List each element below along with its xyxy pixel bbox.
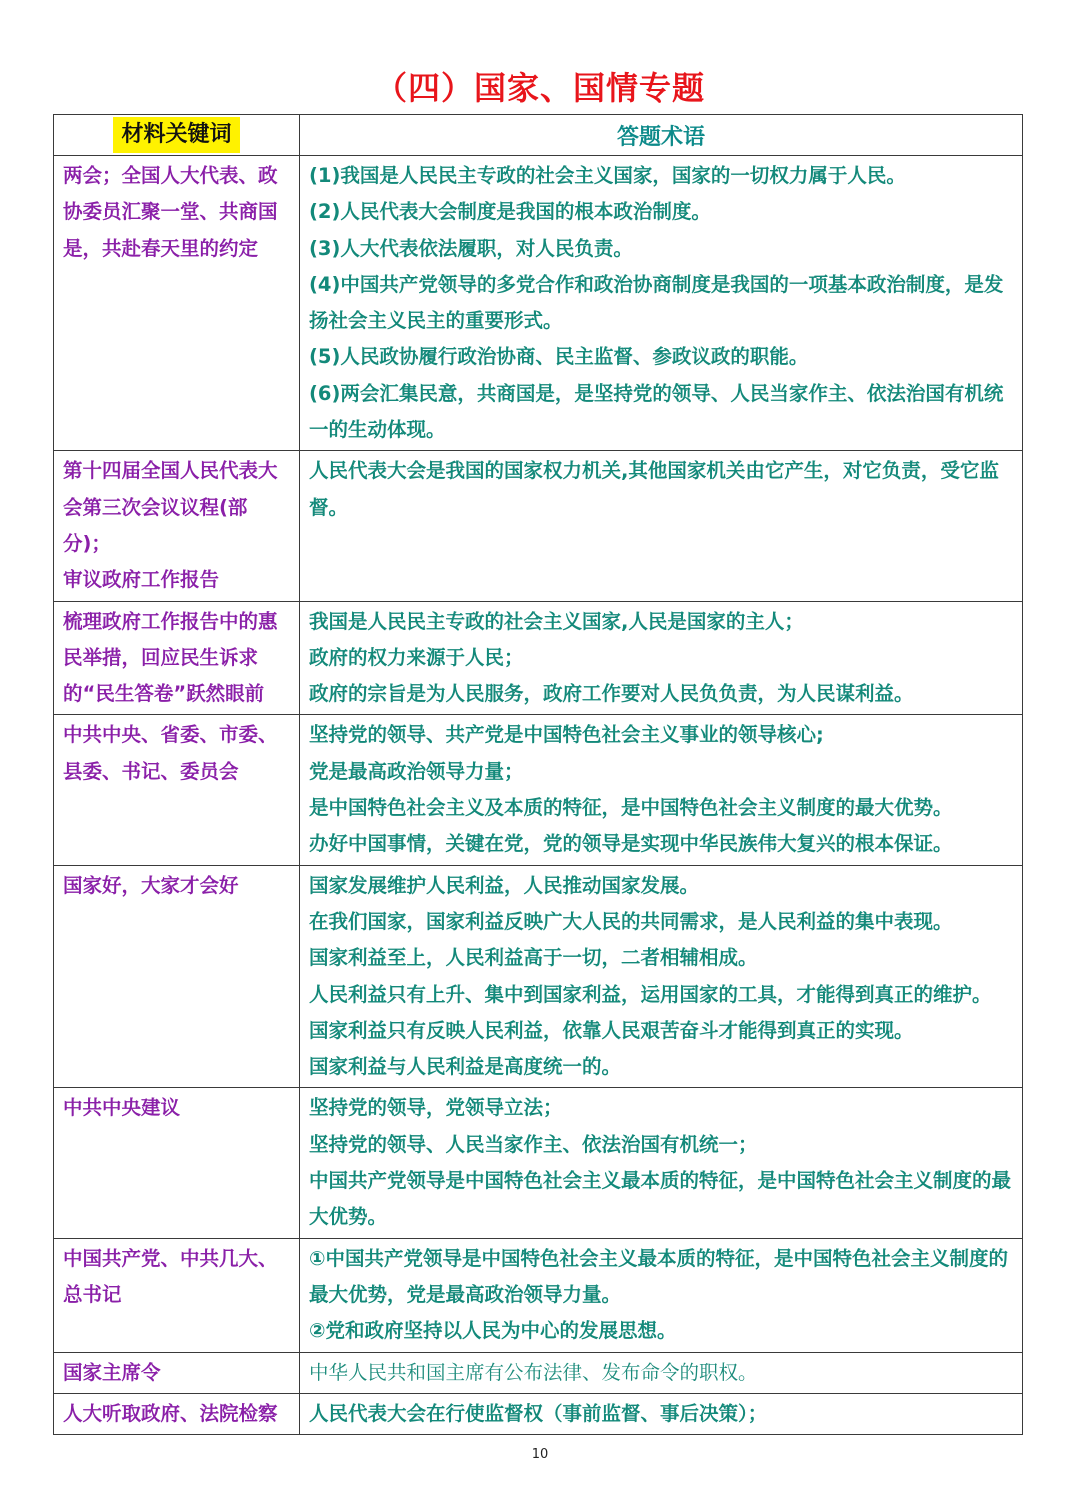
answer-line: (4)中国共产党领导的多党合作和政治协商制度是我国的一项基本政治制度，是发扬社会主义民主的重要形式。 xyxy=(309,272,1004,333)
answer-cell xyxy=(300,451,1023,601)
answer-line: 在我们国家，国家利益反映广大人民的共同需求，是人民利益的集中表现。 xyxy=(309,909,953,933)
keyword-text: 梳理政府工作报告中的惠民举措，回应民生诉求的“民生答卷”跃然眼前 xyxy=(63,609,278,706)
answer-line: 是中国特色社会主义及本质的特征，是中国特色社会主义制度的最大优势。 xyxy=(309,796,953,820)
answer-line: 中国共产党领导是中国特色社会主义最本质的特征，是中国特色社会主义制度的最大优势。 xyxy=(309,1169,1012,1229)
table-row xyxy=(54,1238,1023,1352)
answer-line: 政府的宗旨是为人民服务，政府工作要对人民负负责，为人民谋利益。 xyxy=(309,682,914,706)
answer-line: (1)我国是人民民主专政的社会主义国家，国家的一切权力属于人民。 xyxy=(309,164,906,187)
answer-line: ①中国共产党领导是中国特色社会主义最本质的特征，是中国特色社会主义制度的最大优势，党是最高政治领导力量。 xyxy=(309,1246,1009,1306)
topic-table xyxy=(53,114,1023,1435)
answer-line: 人民代表大会是我国的国家权力机关,其他国家机关由它产生，对它负责，受它监督。 xyxy=(309,459,999,519)
keyword-cell xyxy=(54,865,300,1088)
keyword-text: 中国共产党、中共几大、总书记 xyxy=(63,1246,278,1306)
answer-line: 中华人民共和国主席有公布法律、发布命令的职权。 xyxy=(309,1360,758,1384)
answer-line: 国家利益只有反映人民利益，依靠人民艰苦奋斗才能得到真正的实现。 xyxy=(309,1018,914,1042)
table-row xyxy=(54,865,1023,1088)
table-body xyxy=(54,156,1023,1435)
answer-line: 办好中国事情，关键在党，党的领导是实现中华民族伟大复兴的根本保证。 xyxy=(309,832,953,856)
table-row xyxy=(54,601,1023,715)
keyword-cell xyxy=(54,715,300,865)
keyword-text: 国家主席令 xyxy=(63,1360,161,1384)
keyword-cell xyxy=(54,601,300,715)
answer-line: (3)人大代表依法履职，对人民负责。 xyxy=(309,236,633,260)
table-row xyxy=(54,1088,1023,1238)
answer-line: 人民代表大会在行使监督权（事前监督、事后决策）； xyxy=(309,1401,768,1425)
keyword-cell xyxy=(54,1088,300,1238)
keyword-text: 国家好，大家才会好 xyxy=(63,873,239,897)
answer-line: 坚持党的领导、人民当家作主、依法治国有机统一； xyxy=(309,1132,758,1156)
keyword-cell xyxy=(54,451,300,601)
keyword-text: 审议政府工作报告 xyxy=(63,568,220,592)
topic-table-container xyxy=(53,114,1022,1435)
answer-line: (5)人民政协履行政治协商、民主监督、参政议政的职能。 xyxy=(309,345,809,369)
answer-line: 党是最高政治领导力量； xyxy=(309,759,524,783)
answer-line: 坚持党的领导、共产党是中国特色社会主义事业的领导核心; xyxy=(309,723,824,747)
table-row xyxy=(54,1393,1023,1434)
keyword-header-label: 材料关键词 xyxy=(113,117,239,153)
table-header-row xyxy=(54,115,1023,156)
keyword-cell xyxy=(54,1352,300,1393)
keyword-text: 人大听取政府、法院检察 xyxy=(63,1401,278,1425)
answer-cell xyxy=(300,1088,1023,1238)
answer-line: (6)两会汇集民意，共商国是，是坚持党的领导、人民当家作主、依法治国有机统一的生动体现。 xyxy=(309,381,1004,442)
answer-cell xyxy=(300,1393,1023,1434)
answer-line: 国家利益与人民利益是高度统一的。 xyxy=(309,1055,622,1079)
keyword-column-header xyxy=(54,115,300,156)
answer-line: (2)人民代表大会制度是我国的根本政治制度。 xyxy=(309,200,711,224)
table-row xyxy=(54,451,1023,601)
keyword-text: 第十四届全国人民代表大会第三次会议议程(部分)； xyxy=(63,459,278,555)
answer-cell xyxy=(300,601,1023,715)
keyword-text: 中共中央建议 xyxy=(63,1096,181,1120)
answer-cell xyxy=(300,1238,1023,1352)
answer-line: 人民利益只有上升、集中到国家利益，运用国家的工具，才能得到真正的维护。 xyxy=(309,982,992,1006)
answer-column-header: 答题术语 xyxy=(300,115,1023,156)
table-row xyxy=(54,1352,1023,1393)
table-row xyxy=(54,156,1023,451)
keyword-text: 中共中央、省委、市委、县委、书记、委员会 xyxy=(63,723,278,783)
table-row xyxy=(54,715,1023,865)
answer-cell xyxy=(300,1352,1023,1393)
answer-cell xyxy=(300,865,1023,1088)
answer-line: 政府的权力来源于人民； xyxy=(309,645,524,669)
answer-cell xyxy=(300,156,1023,451)
answer-line: ②党和政府坚持以人民为中心的发展思想。 xyxy=(309,1319,677,1343)
page-number: 10 xyxy=(531,1447,549,1462)
answer-line: 我国是人民民主专政的社会主义国家,人民是国家的主人； xyxy=(309,609,804,633)
page-title: （四）国家、国情专题 xyxy=(374,69,705,107)
keyword-text: 两会；全国人大代表、政协委员汇聚一堂、共商国是，共赴春天里的约定 xyxy=(63,164,278,260)
answer-line: 国家发展维护人民利益，人民推动国家发展。 xyxy=(309,873,700,897)
answer-line: 坚持党的领导，党领导立法； xyxy=(309,1096,563,1120)
answer-line: 国家利益至上，人民利益高于一切，二者相辅相成。 xyxy=(309,946,758,970)
keyword-cell xyxy=(54,1393,300,1434)
answer-cell xyxy=(300,715,1023,865)
keyword-cell xyxy=(54,1238,300,1352)
keyword-cell xyxy=(54,156,300,451)
